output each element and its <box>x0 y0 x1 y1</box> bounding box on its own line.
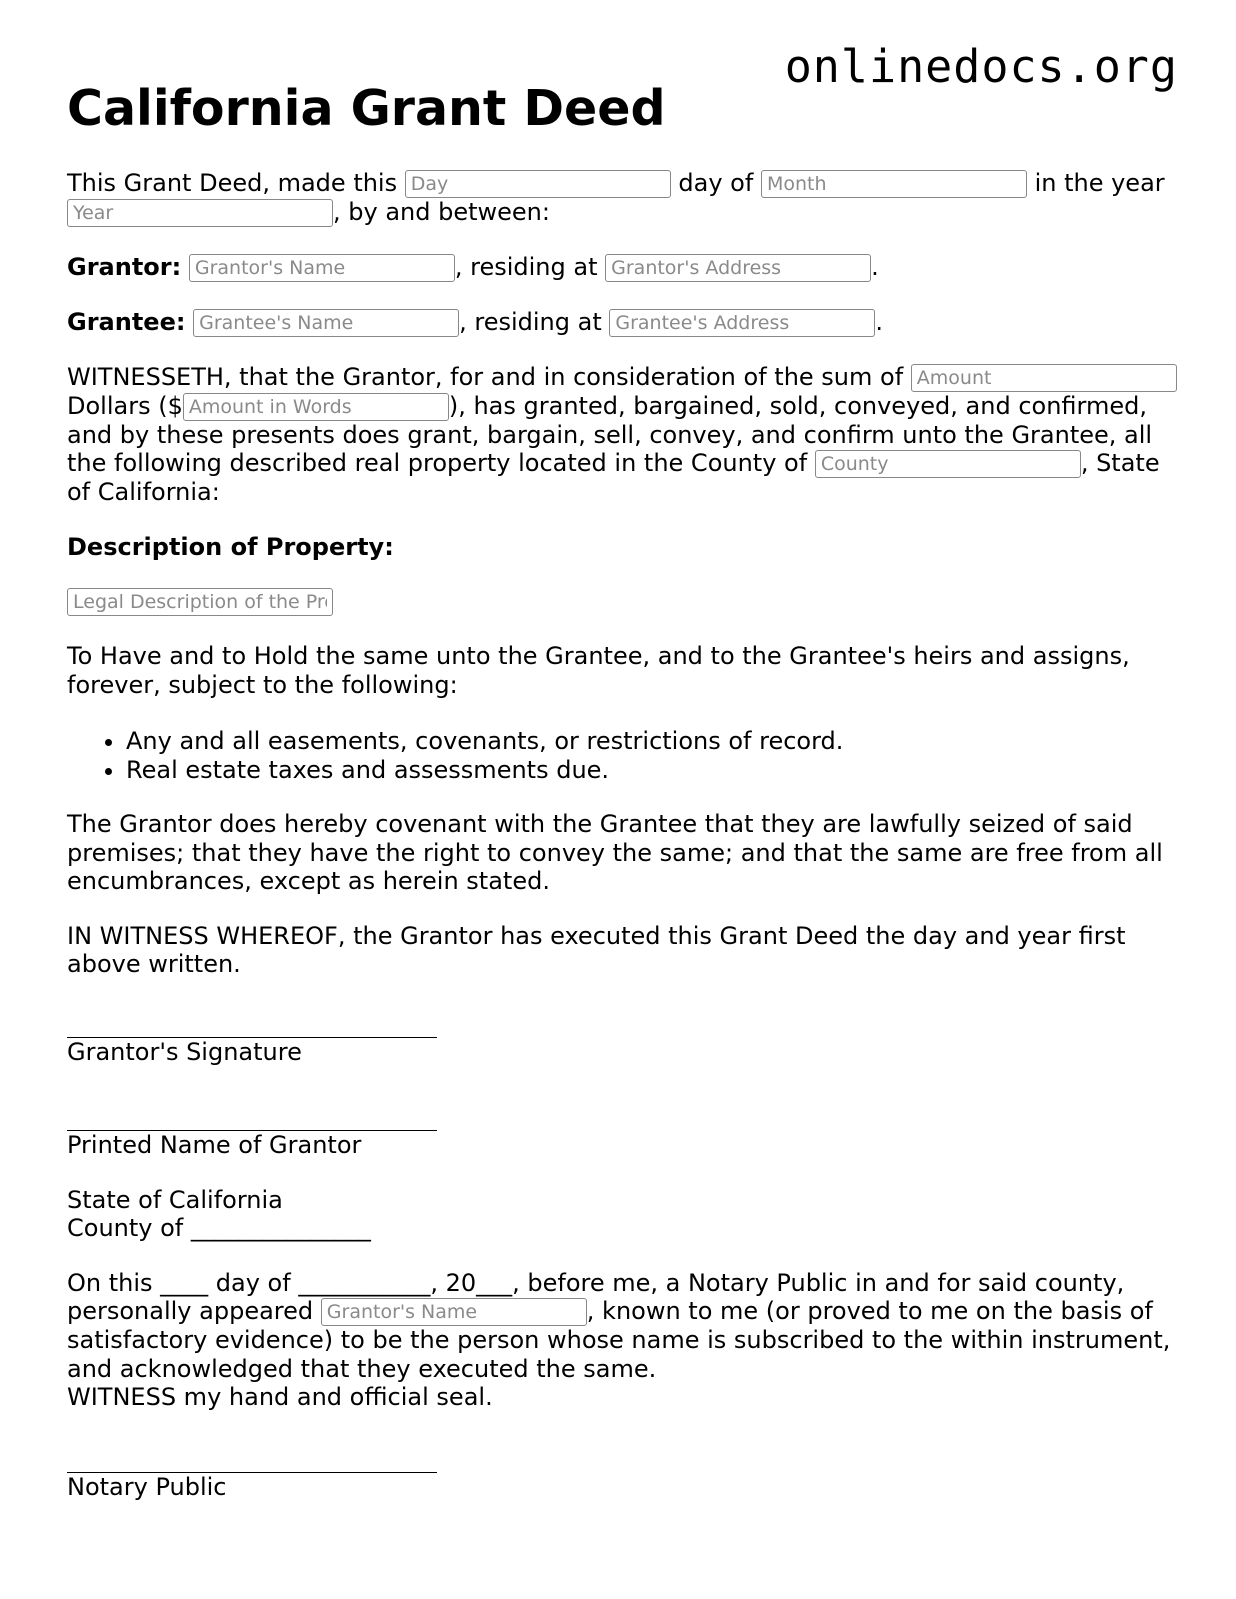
witnesseth-text-1: WITNESSETH, that the Grantor, for and in consideration of the sum of <box>67 362 904 391</box>
grantee-name-input[interactable] <box>193 309 459 337</box>
witnesseth-paragraph <box>67 363 1177 507</box>
legal-description-input[interactable] <box>67 588 333 616</box>
grantee-address-input[interactable] <box>609 309 875 337</box>
notary-witness-text: WITNESS my hand and official seal. <box>67 1383 493 1412</box>
in-witness-paragraph: IN WITNESS WHEREOF, the Grantor has executed this Grant Deed the day and year first above written. <box>67 921 1126 979</box>
grantor-name-input[interactable] <box>189 254 455 282</box>
grantor-signature-label: Grantor's Signature <box>67 1037 302 1066</box>
grantor-line <box>67 253 1177 282</box>
notary-text-1: On this ____ day of ___________, 20___, before me, a Notary Public in and for said county, personally appeared <box>67 1268 1125 1326</box>
month-input[interactable] <box>761 170 1027 198</box>
printed-name-label: Printed Name of Grantor <box>67 1131 362 1160</box>
notary-signature-label: Notary Public <box>67 1472 227 1501</box>
witnesseth-text-2: Dollars ($ <box>67 391 183 420</box>
grantor-residing-text: , residing at <box>454 252 598 281</box>
exceptions-list <box>67 727 1177 784</box>
intro-text-1: This Grant Deed, made this <box>67 168 398 197</box>
notary-state: State of California <box>67 1185 283 1214</box>
watermark: onlinedocs.org <box>784 40 1178 93</box>
notary-signature-line[interactable] <box>67 1452 437 1473</box>
description-heading-text: Description of Property: <box>67 532 394 561</box>
county-input[interactable] <box>815 450 1081 478</box>
intro-paragraph <box>67 169 1177 227</box>
amount-input[interactable] <box>911 364 1177 392</box>
printed-name-block <box>67 1110 1177 1160</box>
notary-grantor-name-input[interactable] <box>321 1298 587 1326</box>
notary-venue <box>67 1186 1177 1243</box>
amount-words-input[interactable] <box>183 393 449 421</box>
grantor-signature-line[interactable] <box>67 1017 437 1038</box>
habendum-paragraph: To Have and to Hold the same unto the Grantee, and to the Grantee's heirs and assigns, forever, subject to the following: <box>67 642 1130 699</box>
covenant-paragraph: The Grantor does hereby covenant with the Grantee that they are lawfully seized of said premises; that they have the right to convey the same; and that the same are free from all encumbrances, except as herein stated. <box>67 810 1163 896</box>
grantee-line <box>67 308 1177 337</box>
witnesseth-text-3: ), has granted, bargained, sold, conveyed, and confirmed, and by these presents does grant, bargain, sell, convey, and confirm unto the Grantee, all the following described real property located in the County of <box>67 391 1153 478</box>
printed-name-line[interactable] <box>67 1110 437 1131</box>
page-title: California Grant Deed <box>67 80 666 137</box>
notary-signature-block <box>67 1452 1177 1502</box>
grantor-label: Grantor: <box>67 252 182 281</box>
day-input[interactable] <box>405 170 671 198</box>
notary-text-2: , known to me (or proved to me on the basis of satisfactory evidence) to be the person whose name is subscribed to the within instrument, and acknowledged that they executed the same. <box>67 1297 1171 1383</box>
notary-acknowledgment <box>67 1269 1177 1412</box>
grant-deed-document <box>67 80 1177 1501</box>
grantor-address-input[interactable] <box>605 254 871 282</box>
year-input[interactable] <box>67 199 333 227</box>
grantor-end: . <box>871 252 879 281</box>
grantee-residing-text: , residing at <box>459 307 602 336</box>
grantor-signature-block <box>67 1017 1177 1067</box>
description-field-row <box>67 587 1177 616</box>
notary-county: County of _______________ <box>67 1214 371 1243</box>
intro-text-3: in the year <box>1034 168 1165 197</box>
grantee-end: . <box>875 307 884 336</box>
grantee-label: Grantee: <box>67 307 186 336</box>
list-item: • Any and all easements, covenants, or restrictions of record. <box>126 727 1177 756</box>
list-item: • Real estate taxes and assessments due. <box>126 756 1177 785</box>
intro-text-4: , by and between: <box>333 197 550 226</box>
intro-text-2: day of <box>678 168 754 197</box>
description-heading <box>67 533 1177 562</box>
witnesseth-text-4: , State of California: <box>67 449 1160 507</box>
